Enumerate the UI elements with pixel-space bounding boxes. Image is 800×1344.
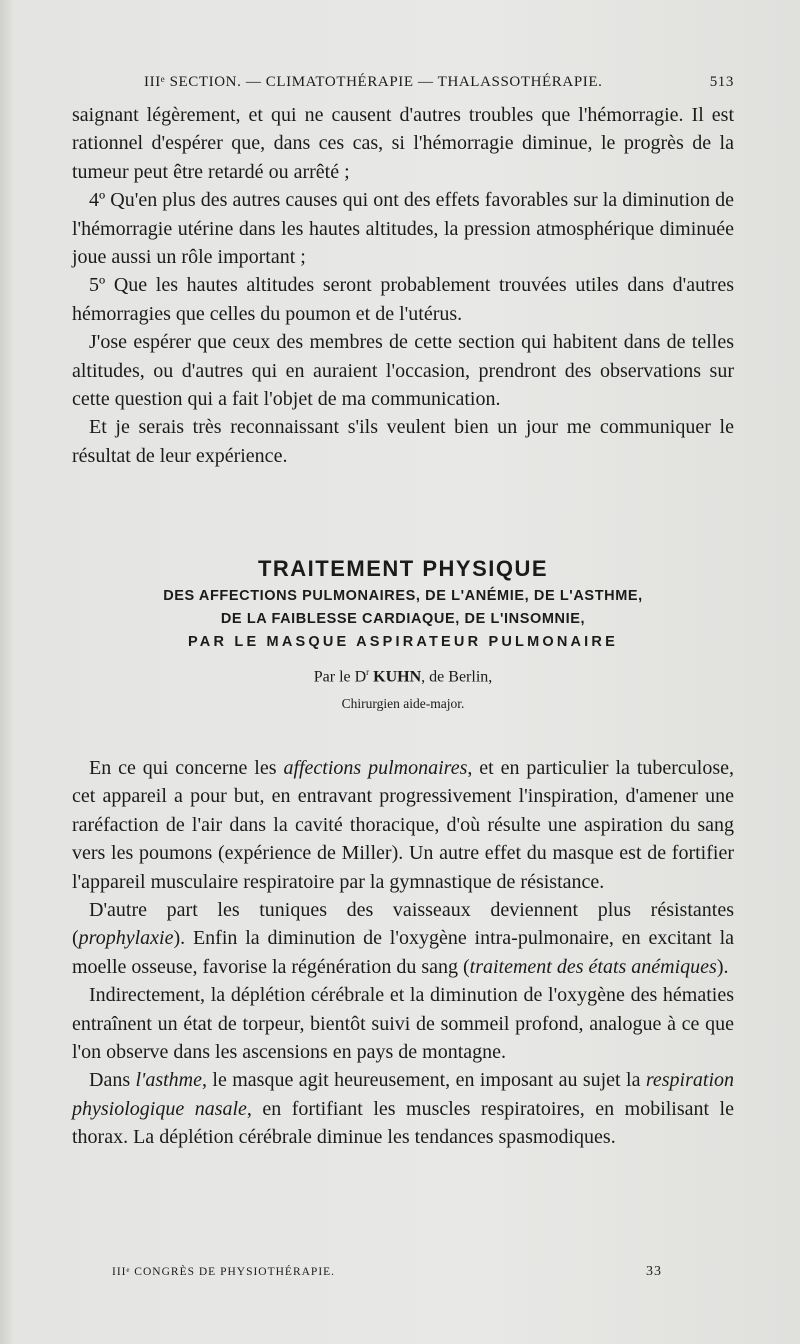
paragraph-asthma xyxy=(72,1066,734,1151)
sheet-number: 33 xyxy=(646,1264,662,1279)
emphasis: affections pulmonaires xyxy=(283,757,468,779)
paragraph-depletion: Indirectement, la déplétion cérébrale et la diminution de l'oxygène des hématies entraînent un état de torpeur, bientôt suivi de sommeil profond, analogue à ce que l'on observe dans les ascensions en pays de montagne. xyxy=(72,984,734,1064)
paragraph-hope: J'ose espérer que ceux des membres de cette section qui habitent dans de telles altitudes, ou d'autres qui en auraient l'occasion, prendront des observations sur cette question qui a fait l'objet de ma communication. xyxy=(72,331,734,411)
article-body xyxy=(72,754,734,1152)
text-run: , le masque agit heureusement, en imposant au sujet la xyxy=(202,1069,646,1092)
text-run: , et en particulier la tuberculose, cet appareil a pour but, en entravant progressivement l'inspiration, d'amener une raréfaction de l'air dans la cavité thoracique, d'où résulte une aspiration du sang vers les poumons (expérience de Miller). Un autre effet du masque est de fortifier l'appareil musculaire respiratoire par la gymnastique de résistance. xyxy=(72,757,735,893)
text-run: Dans xyxy=(89,1069,136,1092)
byline-suffix: , de Berlin, xyxy=(421,668,493,686)
emphasis: traitement des états anémiques xyxy=(469,955,717,978)
paragraph-vessels xyxy=(72,896,734,981)
article-subtitle-3: PAR LE MASQUE ASPIRATEUR PULMONAIRE xyxy=(188,634,618,650)
paragraph-point-5: 5º Que les hautes altitudes seront probablement trouvées utiles dans d'autres hémorragies que celles du poumon et de l'utérus. xyxy=(72,274,734,325)
text-run: ). xyxy=(716,955,729,978)
byline-prefix: Par le D xyxy=(313,668,367,686)
page-number: 513 xyxy=(709,74,734,90)
text-run: ). Enfin la diminution de l'oxygène intra-pulmonaire, en excitant la moelle osseuse, favorise la régénération du sang ( xyxy=(72,927,734,978)
author-name: KUHN xyxy=(373,668,422,686)
article-subtitle-2: DE LA FAIBLESSE CARDIAQUE, DE L'INSOMNIE, xyxy=(220,611,586,627)
continued-text xyxy=(72,101,734,470)
text-run: , en fortifiant les muscles respiratoires, en mobilisant le thorax. La déplétion cérébrale diminue les tendances spasmodiques. xyxy=(72,1097,734,1149)
emphasis: prophylaxie xyxy=(78,927,174,950)
article-subtitle-1: DES AFFECTIONS PULMONAIRES, DE L'ANÉMIE, DE L'ASTHME, xyxy=(163,588,643,604)
paragraph-pulmonary xyxy=(72,754,734,896)
byline-sup: r xyxy=(366,667,370,677)
byline xyxy=(72,667,734,686)
printer-signature: IIIᵉ CONGRÈS DE PHYSIOTHÉRAPIE. xyxy=(112,1266,336,1278)
paragraph-continued: saignant légèrement, et qui ne causent d'autres troubles que l'hémorragie. Il est rationnel d'espérer que, dans ces cas, si l'hémorragie diminue, le progrès de la tumeur peut être retardé ou arrêté ; xyxy=(72,104,734,183)
author-role: Chirurgien aide-major. xyxy=(341,696,465,711)
paragraph-point-4: 4º Qu'en plus des autres causes qui ont des effets favorables sur la diminution de l'hémorragie utérine dans les hautes altitudes, la pression atmosphérique diminuée joue aussi un rôle important ; xyxy=(72,189,734,269)
text-run: D'autre part les tuniques des vaisseaux deviennent plus résistantes ( xyxy=(72,899,734,950)
emphasis: l'asthme xyxy=(135,1069,202,1092)
running-title: IIIᵉ SECTION. — CLIMATOTHÉRAPIE — THALASSOTHÉRAPIE. xyxy=(144,74,603,90)
emphasis: respiration physiologique nasale xyxy=(72,1069,734,1120)
text-run: En ce qui concerne les xyxy=(89,757,284,779)
article-title: TRAITEMENT PHYSIQUE xyxy=(257,556,549,581)
paragraph-thanks: Et je serais très reconnaissant s'ils veulent bien un jour me communiquer le résultat de leur expérience. xyxy=(72,416,734,467)
